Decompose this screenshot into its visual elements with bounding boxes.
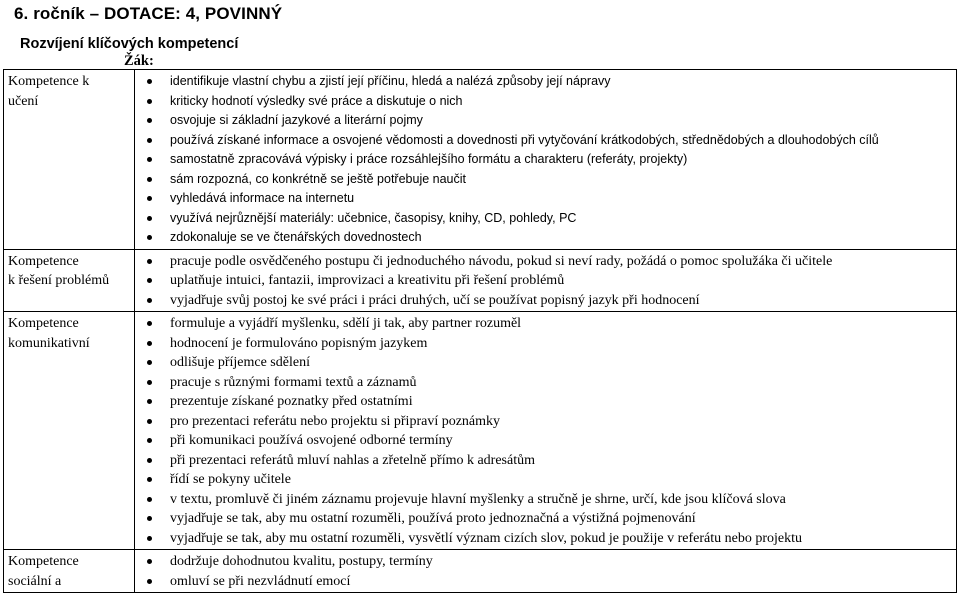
bullet-list [135, 552, 956, 591]
bullet-list [135, 314, 956, 548]
list-item: formuluje a vyjádří myšlenku, sdělí ji tak, aby partner rozuměl [135, 314, 956, 334]
list-item: vyjadřuje se tak, aby mu ostatní rozuměli, používá proto jednoznačná a výstižná pojmenování [135, 509, 956, 529]
label-line: Kompetence [8, 316, 79, 331]
list-item: při prezentaci referátů mluví nahlas a zřetelně přímo k adresátům [135, 451, 956, 471]
list-item: využívá nejrůznější materiály: učebnice, časopisy, knihy, CD, pohledy, PC [135, 209, 956, 229]
competence-table [3, 69, 957, 593]
list-item: uplatňuje intuici, fantazii, improvizaci a kreativitu při řešení problémů [135, 271, 956, 291]
list-item: vyhledává informace na internetu [135, 189, 956, 209]
list-item: omluví se při nezvládnutí emocí [135, 572, 956, 592]
label-line: sociální a [8, 573, 62, 589]
bullet-list [135, 252, 956, 311]
competence-row-communicative [4, 312, 957, 550]
list-item: vyjadřuje svůj postoj ke své práci i práci druhých, učí se používat popisný jazyk při hodnocení [135, 291, 956, 311]
competence-items-cell [135, 70, 957, 250]
list-item: pracuje s různými formami textů a záznamů [135, 373, 956, 393]
competence-label [4, 70, 135, 250]
list-item: kriticky hodnotí výsledky své práce a diskutuje o nich [135, 92, 956, 112]
label-line: učení [8, 93, 39, 109]
list-item: řídí se pokyny učitele [135, 470, 956, 490]
list-item: sám rozpozná, co konkrétně se ještě potřebuje naučit [135, 170, 956, 190]
list-item: odlišuje příjemce sdělení [135, 353, 956, 373]
list-item: v textu, promluvě či jiném záznamu projevuje hlavní myšlenky a stručně je shrne, určí, kde jsou klíčová slova [135, 490, 956, 510]
page-title: 6. ročník – DOTACE: 4, POVINNÝ [14, 4, 283, 23]
list-item: zdokonaluje se ve čtenářských dovednostech [135, 228, 956, 248]
list-item: prezentuje získané poznatky před ostatními [135, 392, 956, 412]
list-item: vyjadřuje se tak, aby mu ostatní rozuměli, vysvětlí význam cizích slov, pokud je použije v referátu nebo projektu [135, 529, 956, 549]
competence-label [4, 249, 135, 312]
zak-label: Žák: [124, 53, 154, 69]
competence-items-cell [135, 312, 957, 550]
competence-label [4, 312, 135, 550]
label-line: komunikativní [8, 335, 90, 351]
bullet-list [135, 72, 956, 248]
list-item: při komunikaci používá osvojené odborné termíny [135, 431, 956, 451]
label-line: Kompetence [8, 253, 79, 269]
list-item: dodržuje dohodnutou kvalitu, postupy, termíny [135, 552, 956, 572]
list-item: pracuje podle osvědčeného postupu či jednoduchého návodu, pokud si neví rady, požádá o pomoc spolužáka či učitele [135, 252, 956, 272]
section-title: Rozvíjení klíčových kompetencí [20, 36, 239, 52]
list-item: pro prezentaci referátu nebo projektu si připraví poznámky [135, 412, 956, 432]
competence-items-cell [135, 550, 957, 593]
list-item: osvojuje si základní jazykové a literární pojmy [135, 111, 956, 131]
label-line: Kompetence k [8, 74, 90, 89]
competence-row-learning [4, 70, 957, 250]
list-item: používá získané informace a osvojené vědomosti a dovednosti při vytyčování krátkodobých, střednědobých a dlouhodobých cílů [135, 131, 956, 151]
competence-row-social [4, 550, 957, 593]
competence-label [4, 550, 135, 593]
label-line: k řešení problémů [8, 273, 110, 288]
competence-items-cell [135, 249, 957, 312]
list-item: samostatně zpracovává výpisky i práce rozsáhlejšího formátu a charakteru (referáty, projekty) [135, 150, 956, 170]
list-item: hodnocení je formulováno popisným jazykem [135, 334, 956, 354]
competence-row-problem-solving [4, 249, 957, 312]
list-item: identifikuje vlastní chybu a zjistí její příčinu, hledá a nalézá způsoby její nápravy [135, 72, 956, 92]
label-line: Kompetence [8, 554, 79, 569]
